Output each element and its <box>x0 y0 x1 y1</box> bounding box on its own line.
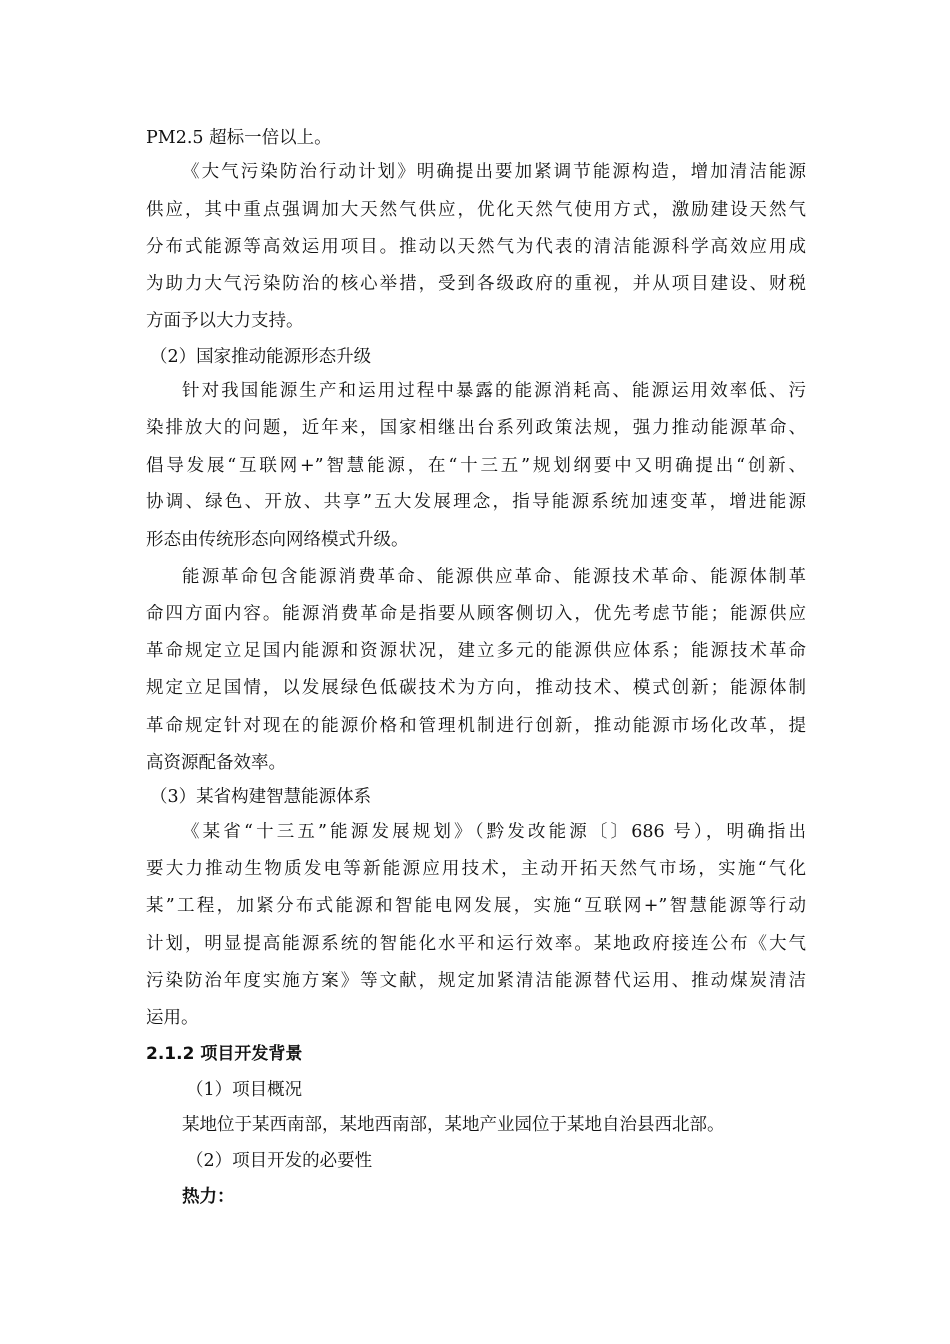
text-line: 协调、绿色、开放、共享”五大发展理念，指导能源系统加速变革，增进能源 <box>146 492 806 512</box>
text-line: 方面予以大力支持。 <box>146 311 304 331</box>
subheading: （2）国家推动能源形态升级 <box>150 347 372 367</box>
text-line: 某地位于某西南部，某地西南部，某地产业园位于某地自治县西北部。 <box>182 1115 725 1135</box>
text-line: PM2.5 超标一倍以上。 <box>146 128 332 148</box>
text-line: 倡导发展“互联网+”智慧能源，在“十三五”规划纲要中又明确提出“创新、 <box>146 456 806 476</box>
list-item-title: （1）项目概况 <box>186 1080 303 1100</box>
text-line: 针对我国能源生产和运用过程中暴露的能源消耗高、能源运用效率低、污 <box>182 381 806 401</box>
heat-label: 热力： <box>182 1187 235 1207</box>
text-line: 革命规定立足国内能源和资源状况，建立多元的能源供应体系；能源技术革命 <box>146 641 806 661</box>
text-line: 形态由传统形态向网络模式升级。 <box>146 530 409 550</box>
text-line: 能源革命包含能源消费革命、能源供应革命、能源技术革命、能源体制革 <box>182 567 806 587</box>
text-line: 运用。 <box>146 1008 199 1028</box>
text-line: 染排放大的问题，近年来，国家相继出台系列政策法规，强力推动能源革命、 <box>146 418 806 438</box>
section-heading: 2.1.2 项目开发背景 <box>146 1044 303 1064</box>
text-line: 《大气污染防治行动计划》明确提出要加紧调节能源构造，增加清洁能源 <box>182 162 806 182</box>
text-line: 污染防治年度实施方案》等文献，规定加紧清洁能源替代运用、推动煤炭清洁 <box>146 971 806 991</box>
text-line: 分布式能源等高效运用项目。推动以天然气为代表的清洁能源科学高效应用成 <box>146 237 806 257</box>
text-line: 供应，其中重点强调加大天然气供应，优化天然气使用方式，激励建设天然气 <box>146 200 806 220</box>
text-line: 革命规定针对现在的能源价格和管理机制进行创新，推动能源市场化改革，提 <box>146 716 806 736</box>
text-line: 计划，明显提高能源系统的智能化水平和运行效率。某地政府接连公布《大气 <box>146 934 806 954</box>
subheading: （3）某省构建智慧能源体系 <box>150 787 372 807</box>
text-line: 为助力大气污染防治的核心举措，受到各级政府的重视，并从项目建设、财税 <box>146 274 806 294</box>
text-line: 高资源配备效率。 <box>146 753 286 773</box>
text-line: 规定立足国情，以发展绿色低碳技术为方向，推动技术、模式创新；能源体制 <box>146 678 806 698</box>
text-line: 《某省“十三五”能源发展规划》（黔发改能源〔〕686 号），明确指出 <box>182 822 806 842</box>
text-line: 某”工程，加紧分布式能源和智能电网发展，实施“互联网+”智慧能源等行动 <box>146 896 806 916</box>
list-item-title: （2）项目开发的必要性 <box>186 1151 373 1171</box>
text-line: 命四方面内容。能源消费革命是指要从顾客侧切入，优先考虑节能；能源供应 <box>146 604 806 624</box>
text-line: 要大力推动生物质发电等新能源应用技术，主动开拓天然气市场，实施“气化 <box>146 859 806 879</box>
